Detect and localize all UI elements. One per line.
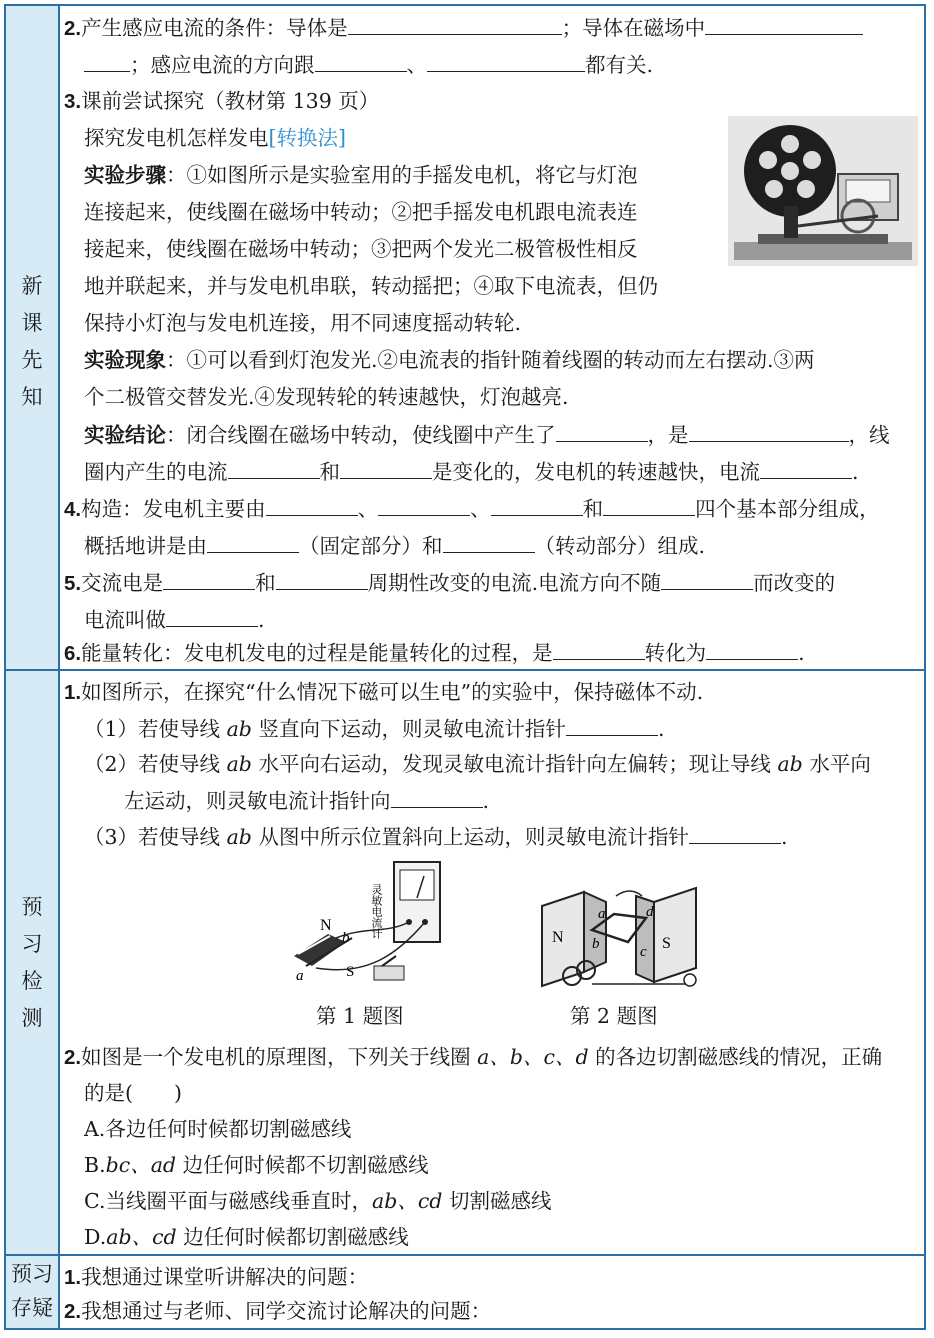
answer-blank[interactable] <box>276 567 368 590</box>
sidebar-label-char: 课 <box>21 311 43 335</box>
answer-blank[interactable] <box>228 456 320 479</box>
answer-blank[interactable] <box>378 493 470 516</box>
sidebar-label-char: 测 <box>21 1006 43 1030</box>
question-1-part-2-cont: 左运动，则灵敏电流计指针向 . <box>124 785 489 816</box>
sidebar-preview-doubt <box>6 1256 60 1328</box>
worksheet-frame <box>4 4 926 1330</box>
fig1-label-a: a <box>296 968 304 984</box>
answer-blank[interactable] <box>427 49 585 72</box>
answer-blank[interactable] <box>391 785 483 808</box>
figure-2-caption: 第 2 题图 <box>570 1004 658 1028</box>
fig2-label-b: b <box>592 936 600 952</box>
answer-blank[interactable] <box>760 456 852 479</box>
item-2-line-1: 2.产生感应电流的条件：导体是 ；导体在磁场中 <box>64 12 863 44</box>
answer-blank[interactable] <box>348 12 562 35</box>
conclusion-line-1: 实验结论：闭合线圈在磁场中转动，使线圈中产生了 ，是 ，线 <box>84 419 890 450</box>
answer-blank[interactable] <box>266 493 358 516</box>
question-1-stem: 1.如图所示，在探究“什么情况下磁可以生电”的实验中，保持磁体不动. <box>64 680 704 704</box>
answer-blank[interactable] <box>566 713 658 736</box>
hand-generator-photo <box>728 116 918 266</box>
answer-blank[interactable] <box>491 493 583 516</box>
answer-blank[interactable] <box>163 567 255 590</box>
fig2-label-S: S <box>662 935 671 952</box>
fig2-label-a: a <box>598 906 606 922</box>
option-c[interactable]: C.当线圈平面与磁感线垂直时，ab、cd 切割磁感线 <box>84 1189 552 1213</box>
answer-blank[interactable] <box>689 821 781 844</box>
option-d[interactable]: D.ab、cd 边任何时候都切割磁感线 <box>84 1225 409 1249</box>
steps-line: 连接起来，使线圈在磁场中转动；②把手摇发电机跟电流表连 <box>84 200 638 224</box>
answer-blank[interactable] <box>84 49 130 72</box>
meter-label: 灵敏电流计 <box>370 884 382 939</box>
item-5-line-1: 5.交流电是 和 周期性改变的电流.电流方向不随 而改变的 <box>64 567 835 599</box>
answer-blank[interactable] <box>553 637 645 660</box>
sidebar-label-char: 习 <box>21 932 43 956</box>
fig2-label-d: d <box>646 904 654 920</box>
question-1-part-1: （1）若使导线 ab 竖直向下运动，则灵敏电流计指针 . <box>84 713 664 744</box>
answer-blank[interactable] <box>340 456 432 479</box>
sidebar-new-lesson <box>6 6 60 669</box>
item-6: 6.能量转化：发电机发电的过程是能量转化的过程，是 转化为 . <box>64 637 805 669</box>
item-3-heading: 3.课前尝试探究（教材第 139 页） <box>64 89 380 113</box>
answer-blank[interactable] <box>689 419 849 442</box>
fig1-label-b: b <box>342 930 350 946</box>
steps-line: 保持小灯泡与发电机连接，用不同速度摇动转轮. <box>84 311 522 335</box>
question-2-stem: 2.如图是一个发电机的原理图，下列关于线圈 a、b、c、d 的各边切割磁感线的情况，正确 <box>64 1045 883 1069</box>
fig1-label-N: N <box>320 917 332 934</box>
phenomenon-line: 实验现象：①可以看到灯泡发光.②电流表的指针随着线圈的转动而左右摆动.③两 <box>84 348 815 372</box>
answer-blank[interactable] <box>315 49 407 72</box>
fig2-label-N: N <box>552 929 564 946</box>
section-divider <box>6 669 924 671</box>
answer-blank[interactable] <box>556 419 648 442</box>
fig2-label-c: c <box>640 944 647 960</box>
sidebar-label-char: 预 <box>21 895 43 919</box>
answer-blank[interactable] <box>603 493 695 516</box>
doubt-item-2: 2.我想通过与老师、同学交流讨论解决的问题： <box>64 1299 492 1323</box>
option-a[interactable]: A.各边任何时候都切割磁感线 <box>84 1117 352 1141</box>
sidebar-label-char: 检 <box>21 969 43 993</box>
phenomenon-line: 个二极管交替发光.④发现转轮的转速越快，灯泡越亮. <box>84 385 569 409</box>
answer-blank[interactable] <box>207 530 299 553</box>
section-divider <box>6 1254 924 1256</box>
item-4-line-1: 4.构造：发电机主要由 、 、 和 四个基本部分组成， <box>64 493 880 525</box>
sidebar-label: 预习 <box>11 1262 53 1286</box>
question-2-stem-cont: 的是( ) <box>84 1081 182 1105</box>
method-note: [转换法] <box>268 126 346 150</box>
item-5-line-2: 电流叫做 . <box>84 604 265 635</box>
steps-line: 接起来，使线圈在磁场中转动；③把两个发光二极管极性相反 <box>84 237 638 261</box>
steps-line: 实验步骤：①如图所示是实验室用的手摇发电机，将它与灯泡 <box>84 163 638 187</box>
answer-blank[interactable] <box>706 637 798 660</box>
experiment-title: 探究发电机怎样发电[转换法] <box>84 126 346 150</box>
item-2-line-2: ；感应电流的方向跟 、 都有关. <box>84 49 653 80</box>
option-b[interactable]: B.bc、ad 边任何时候都不切割磁感线 <box>84 1153 429 1177</box>
sidebar-label-char: 先 <box>21 348 43 372</box>
question-1-part-3: （3）若使导线 ab 从图中所示位置斜向上运动，则灵敏电流计指针 . <box>84 821 787 852</box>
answer-blank[interactable] <box>705 12 863 35</box>
conclusion-line-2: 圈内产生的电流 和 是变化的，发电机的转速越快，电流 . <box>84 456 859 487</box>
answer-blank[interactable] <box>661 567 753 590</box>
sidebar-label-char: 知 <box>21 385 43 409</box>
sidebar-label-char: 新 <box>21 274 43 298</box>
item-4-line-2: 概括地讲是由 （固定部分）和 （转动部分）组成. <box>84 530 705 561</box>
figure-1-caption: 第 1 题图 <box>316 1004 404 1028</box>
question-1-part-2: （2）若使导线 ab 水平向右运动，发现灵敏电流计指针向左偏转；现让导线 ab 水平向 <box>84 752 871 776</box>
answer-blank[interactable] <box>443 530 535 553</box>
steps-line: 地并联起来，并与发电机串联，转动摇把；④取下电流表，但仍 <box>84 274 658 298</box>
doubt-item-1: 1.我想通过课堂听讲解决的问题： <box>64 1265 369 1289</box>
figure-2-diagram <box>536 856 706 996</box>
sidebar-label: 存疑 <box>11 1296 53 1320</box>
fig1-label-S: S <box>346 964 355 980</box>
sidebar-preview-check <box>6 671 60 1254</box>
answer-blank[interactable] <box>166 604 258 627</box>
figure-1-diagram <box>276 856 456 996</box>
